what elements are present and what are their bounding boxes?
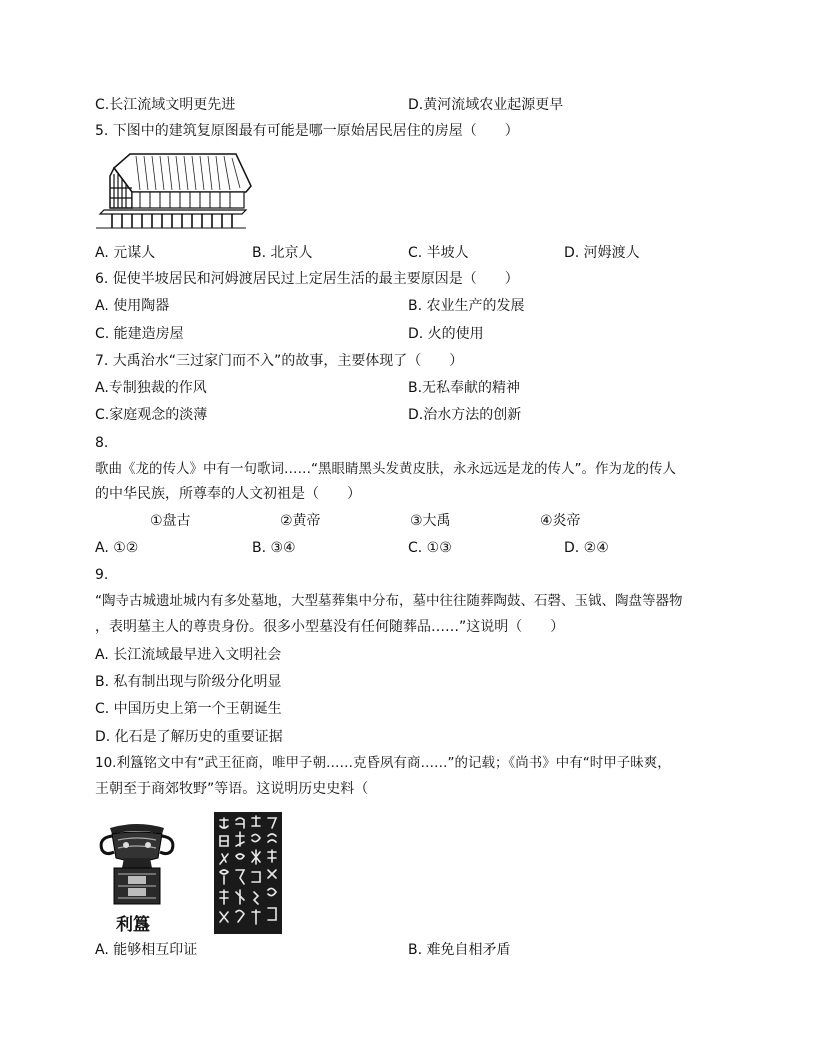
q9-option-d: D. 化石是了解历史的重要证据 [95, 729, 283, 745]
q8-item-3: ③大禹 [410, 513, 451, 529]
q8-item-4: ④炎帝 [540, 513, 581, 529]
q5-option-d: D. 河姆渡人 [564, 245, 640, 261]
q9-option-a: A. 长江流域最早进入文明社会 [95, 647, 282, 663]
q8-option-a: A. ①② [95, 540, 139, 556]
vessel-caption: 利簋 [116, 915, 150, 935]
q9-option-c: C. 中国历史上第一个王朝诞生 [95, 701, 282, 717]
q9-stem-line1: “陶寺古城遗址城内有多处墓地，大型墓葬集中分布，墓中往往随葬陶鼓、石磬、玉钺、陶盘等器物 [95, 593, 683, 609]
q7-option-c: C.家庭观念的淡薄 [95, 407, 208, 423]
q7-option-a: A.专制独裁的作风 [95, 380, 207, 396]
q6-option-a: A. 使用陶器 [95, 298, 170, 314]
q8-option-d: D. ②④ [564, 540, 609, 556]
stilt-house-illustration-icon [96, 148, 254, 232]
q10-option-b: B. 难免自相矛盾 [408, 942, 511, 958]
q5-option-c: C. 半坡人 [408, 245, 469, 261]
q4-option-c: C.长江流域文明更先进 [95, 97, 236, 113]
q8-item-2: ②黄帝 [280, 513, 321, 529]
q10-stem-line1: 10.利簋铭文中有“武王征商，唯甲子朝……克昏夙有商……”的记载；《尚书》中有“时甲子昧爽， [95, 755, 671, 771]
q6-stem: 6. 促使半坡居民和河姆渡居民过上定居生活的最主要原因是（ ） [95, 271, 519, 287]
q10-stem-line2: 王朝至于商郊牧野”等语。这说明历史史料（ [95, 781, 369, 797]
q6-option-d: D. 火的使用 [408, 326, 484, 342]
q8-stem-line2: 的中华民族，所尊奉的人文初祖是（ ） [95, 486, 361, 502]
q10-option-a: A. 能够相互印证 [95, 942, 198, 958]
q8-stem-line1: 歌曲《龙的传人》中有一句歌词……“黑眼睛黑头发黄皮肤，永永远远是龙的传人”。作为龙的传人 [95, 461, 676, 477]
inscription-rubbing-illustration-icon [214, 812, 282, 934]
q8-item-1: ①盘古 [150, 513, 191, 529]
q9-number: 9. [95, 567, 109, 583]
q5-option-b: B. 北京人 [252, 245, 313, 261]
q8-number: 8. [95, 435, 109, 451]
q9-stem-line2: ，表明墓主人的尊贵身份。很多小型墓没有任何随葬品……”这说明（ ） [95, 619, 565, 635]
q7-option-b: B.无私奉献的精神 [408, 380, 521, 396]
q4-option-d: D.黄河流域农业起源更早 [408, 97, 564, 113]
q7-option-d: D.治水方法的创新 [408, 407, 522, 423]
q8-option-c: C. ①③ [408, 540, 452, 556]
q5-stem: 5. 下图中的建筑复原图最有可能是哪一原始居民居住的房屋（ ） [95, 123, 519, 139]
q6-option-b: B. 农业生产的发展 [408, 298, 525, 314]
bronze-vessel-illustration-icon [96, 812, 178, 934]
q7-stem: 7. 大禹治水“三过家门而不入”的故事，主要体现了（ ） [95, 353, 464, 369]
q8-option-b: B. ③④ [252, 540, 296, 556]
q9-option-b: B. 私有制出现与阶级分化明显 [95, 674, 282, 690]
q5-option-a: A. 元谋人 [95, 245, 156, 261]
q6-option-c: C. 能建造房屋 [95, 326, 184, 342]
